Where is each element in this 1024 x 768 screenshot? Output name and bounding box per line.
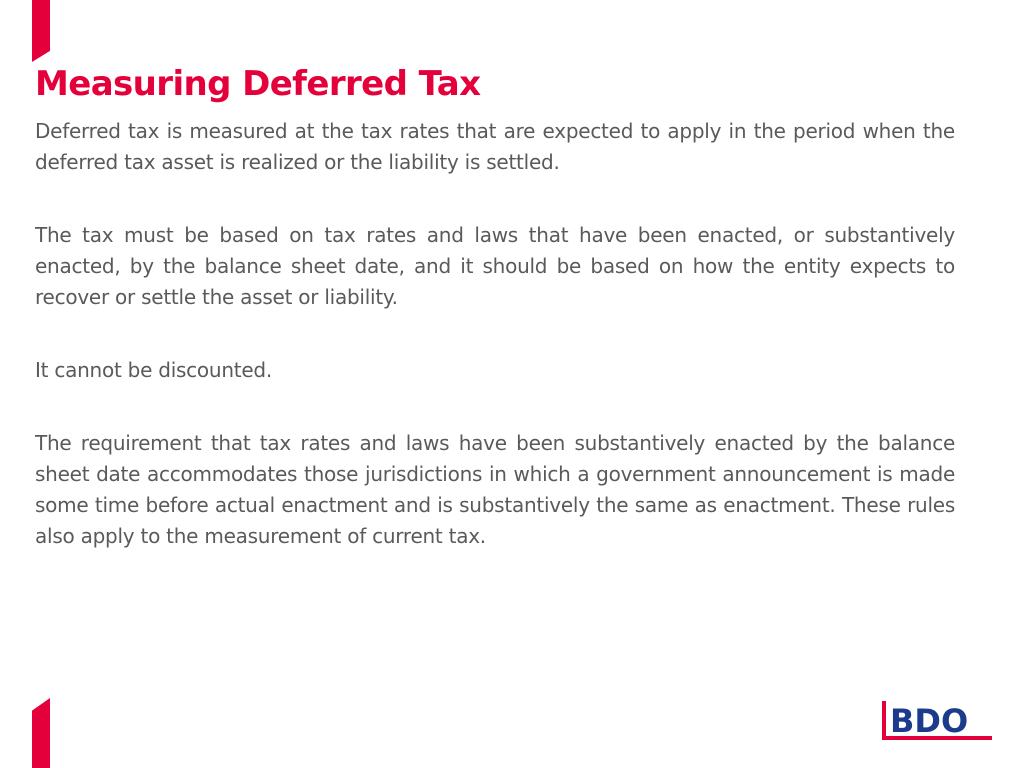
slide-title: Measuring Deferred Tax [35,64,481,104]
paragraph-discounting: It cannot be discounted. [35,358,272,382]
paragraph-enacted-laws: The tax must be based on tax rates and laws that have been enacted, or substantively enacted, by the balance sheet date, and it should be based on how the entity expects to recover or settle the asset or liability. [35,223,955,309]
bdo-logo-text: BDO [890,702,969,740]
bdo-logo [881,698,993,742]
top-accent-bar [32,0,50,62]
bottom-accent-bar [32,698,50,768]
slide-body [35,116,955,594]
paragraph-measurement-rates: Deferred tax is measured at the tax rates that are expected to apply in the period when the deferred tax asset is realized or the liability is settled. [35,119,955,174]
bdo-logo-red-bar [882,701,886,740]
paragraph-substantive-enactment: The requirement that tax rates and laws have been substantively enacted by the balance sheet date accommodates those jurisdictions in which a government announcement is made some time before actual enactment and is substantively the same as enactment. These rules also apply to the measurement of current tax. [35,431,955,548]
